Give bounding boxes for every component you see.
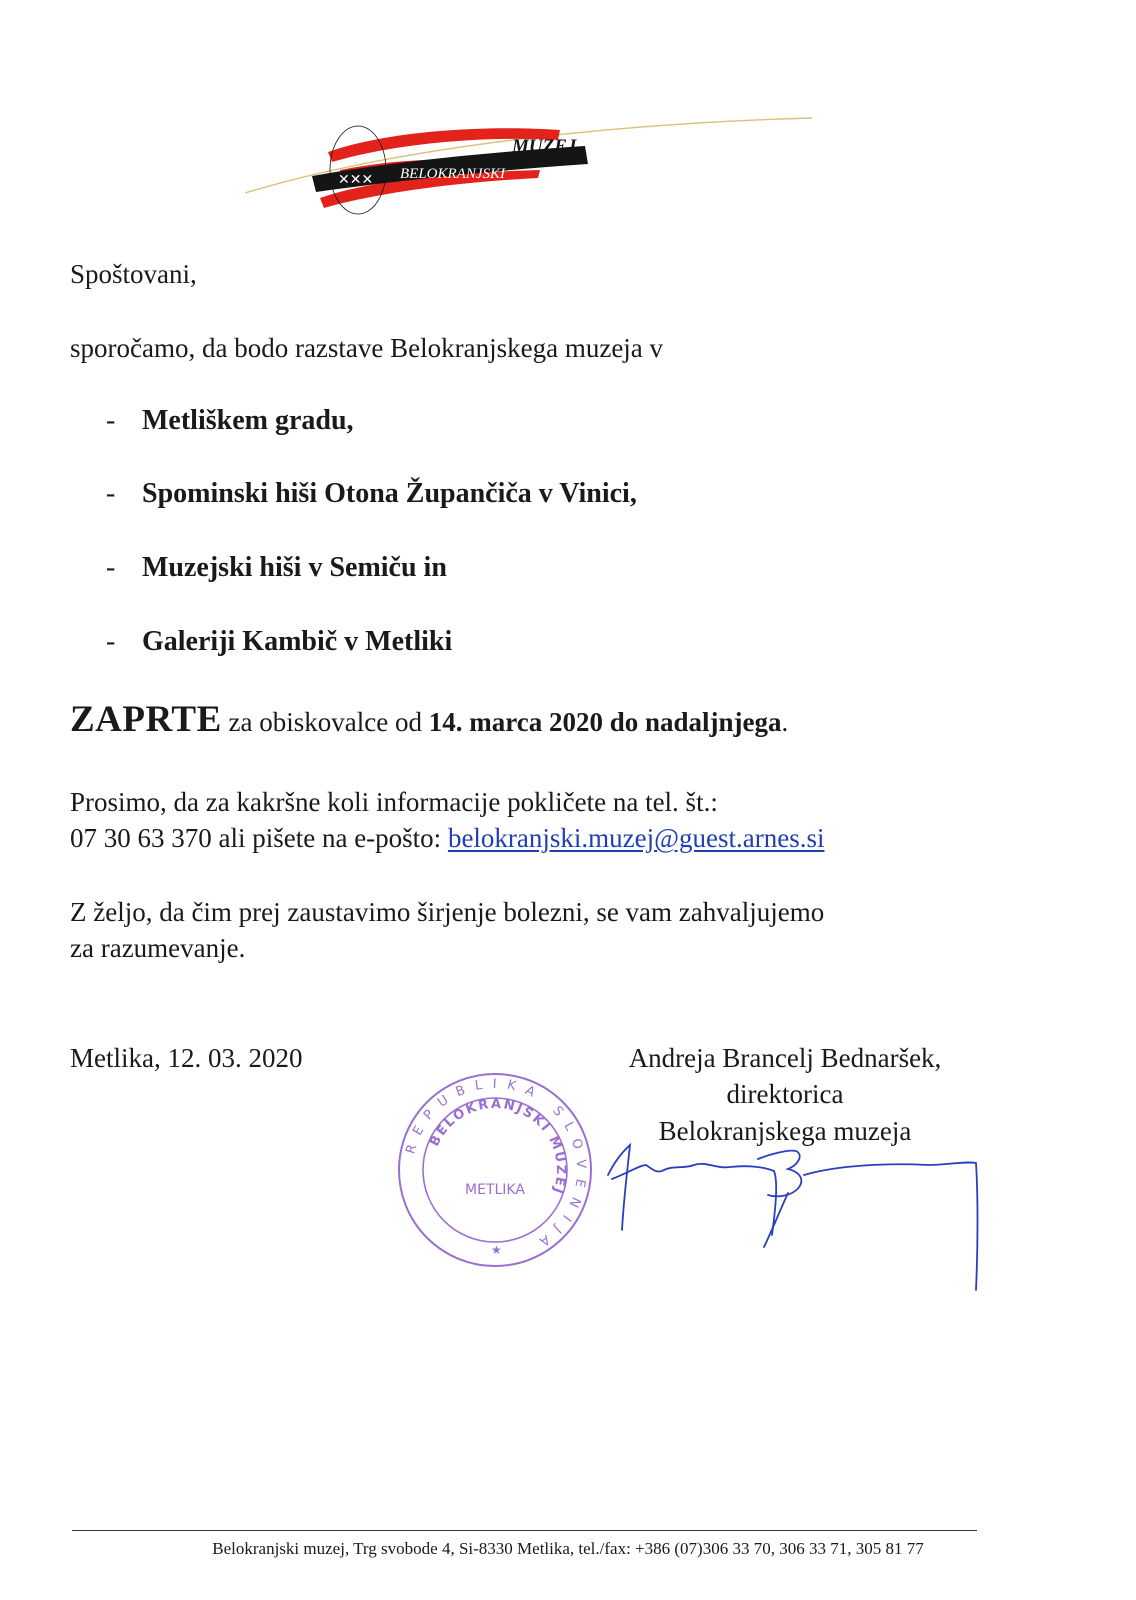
stamp-inner-text: BELOKRANJSKI MUZEJ [427, 1096, 569, 1197]
list-dash: - [106, 552, 116, 583]
location-label: Metliškem gradu, [142, 405, 354, 436]
stamp-star-icon: ★ [491, 1243, 502, 1257]
contact-phone-text: 07 30 63 370 ali pišete na e-pošto: [70, 823, 448, 853]
contact-line-1: Prosimo, da za kakršne koli informacije pokličete na tel. št.: [70, 787, 718, 817]
list-dash: - [106, 626, 116, 657]
logo-wordmark-right: MUZEJ [512, 136, 577, 157]
signatory-organization: Belokranjskega muzeja [658, 1116, 912, 1146]
footer-divider [72, 1530, 977, 1531]
location-list-item [106, 552, 447, 584]
location-label: Muzejski hiši v Semiču in [142, 552, 447, 583]
location-list-item [106, 405, 354, 437]
contact-line-2 [70, 822, 824, 854]
location-label: Spominski hiši Otona Župančiča v Vinici, [142, 478, 637, 509]
place-and-date: Metlika, 12. 03. 2020 [70, 1043, 303, 1073]
signatory-name: Andreja Brancelj Bednaršek, [628, 1043, 942, 1073]
location-list-item [106, 626, 452, 658]
logo-wordmark-left: BELOKRANJSKI [400, 166, 505, 182]
stamp-outer-text: REPUBLIKA SLOVENIJA [403, 1076, 589, 1254]
closed-end: . [781, 707, 789, 737]
greeting: Spoštovani, [70, 259, 197, 289]
closure-notice [70, 700, 788, 742]
list-dash: - [106, 478, 116, 509]
email-link[interactable]: belokranjski.muzej@guest.arnes.si [447, 823, 825, 853]
closed-date-range: 14. marca 2020 do nadaljnjega [428, 707, 782, 737]
thanks-line-2: za razumevanje. [70, 933, 246, 963]
closed-word: ZAPRTE [70, 699, 222, 740]
signatory-role: direktorica [726, 1079, 844, 1109]
stamp-center-text: METLIKA [465, 1182, 525, 1198]
location-list-item [106, 478, 637, 510]
museum-logo [240, 100, 830, 220]
footer-address: Belokranjski muzej, Trg svobode 4, Si-8330 Metlika, tel./fax: +386 (07)306 33 70, 306 33 71, 305 81 77 [212, 1539, 924, 1558]
svg-text:✕✕✕: ✕✕✕ [338, 172, 374, 188]
handwritten-signature [598, 1135, 998, 1305]
thanks-line-1: Z željo, da čim prej zaustavimo širjenje bolezni, se vam zahvaljujemo [70, 897, 825, 927]
list-dash: - [106, 405, 116, 436]
official-stamp [395, 1070, 595, 1270]
intro-paragraph: sporočamo, da bodo razstave Belokranjskega muzeja v [70, 333, 664, 363]
closed-middle: za obiskovalce od [221, 707, 429, 737]
location-label: Galeriji Kambič v Metliki [142, 626, 453, 657]
